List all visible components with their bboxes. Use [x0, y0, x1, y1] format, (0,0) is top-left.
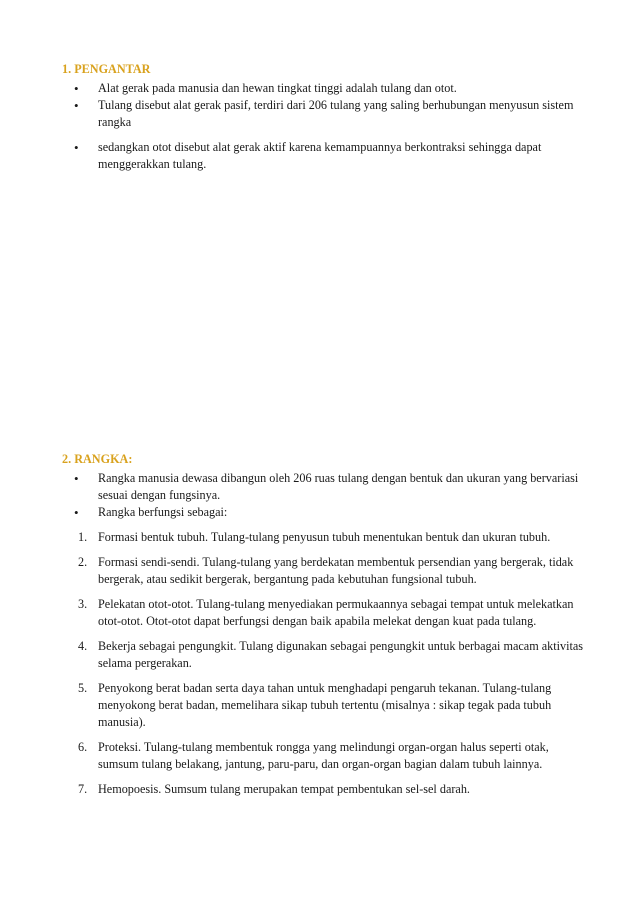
section-heading: 1. PENGANTAR [62, 62, 151, 76]
numbered-item [62, 638, 592, 672]
numbered-item [62, 781, 592, 798]
section-pengantar [62, 61, 592, 173]
item-number: 3. [78, 597, 88, 611]
bullet-list [62, 80, 592, 173]
item-number: 1. [78, 530, 88, 544]
numbered-list [62, 529, 592, 798]
numbered-item [62, 554, 592, 588]
bullet-item: • sedangkan otot disebut alat gerak aktif karena kemampuannya berkontraksi sehingga dapat menggerakkan tulang. [62, 139, 592, 173]
section-heading: 2. RANGKA: [62, 452, 133, 466]
item-number: 7. [78, 782, 88, 796]
item-text: Penyokong berat badan serta daya tahan untuk menghadapi pengaruh tekanan. Tulang-tulang menyokong berat badan, memelihara sikap tubuh tertentu (misalnya : sikap tegak pada tubuh manusia). [98, 681, 552, 729]
numbered-item [62, 596, 592, 630]
section-rangka [62, 451, 592, 806]
item-text: Proteksi. Tulang-tulang membentuk rongga yang melindungi organ-organ halus seperti otak, sumsum tulang belakang, jantung, paru-paru, dan organ-organ bagian dalam tubuh lainnya. [98, 740, 549, 771]
numbered-item [62, 739, 592, 773]
bullet-item: • Rangka manusia dewasa dibangun oleh 206 ruas tulang dengan bentuk dan ukuran yang bervariasi sesuai dengan fungsinya. [62, 470, 592, 504]
bullet-item: • Tulang disebut alat gerak pasif, terdiri dari 206 tulang yang saling berhubungan menyusun sistem rangka [62, 97, 592, 131]
item-number: 5. [78, 681, 88, 695]
item-number: 6. [78, 740, 88, 754]
bullet-item: • Alat gerak pada manusia dan hewan tingkat tinggi adalah tulang dan otot. [62, 80, 592, 97]
item-number: 2. [78, 555, 88, 569]
item-text: Hemopoesis. Sumsum tulang merupakan tempat pembentukan sel-sel darah. [98, 782, 470, 796]
bullet-item: • Rangka berfungsi sebagai: [62, 504, 592, 521]
numbered-item [62, 529, 592, 546]
item-text: Bekerja sebagai pengungkit. Tulang digunakan sebagai pengungkit untuk berbagai macam aktivitas selama pergerakan. [98, 639, 584, 670]
item-text: Formasi sendi-sendi. Tulang-tulang yang berdekatan membentuk persendian yang bergerak, tidak bergerak, atau sedikit bergerak, bergantung pada kebutuhan fungsional tubuh. [98, 555, 574, 586]
item-number: 4. [78, 639, 88, 653]
bullet-list [62, 470, 592, 521]
numbered-item [62, 680, 592, 731]
item-text: Formasi bentuk tubuh. Tulang-tulang penyusun tubuh menentukan bentuk dan ukuran tubuh. [98, 530, 551, 544]
item-text: Pelekatan otot-otot. Tulang-tulang menyediakan permukaannya sebagai tempat untuk melekatkan otot-otot. Otot-otot dapat berfungsi dengan baik apabila melekat dengan kuat pada tulang. [98, 597, 574, 628]
